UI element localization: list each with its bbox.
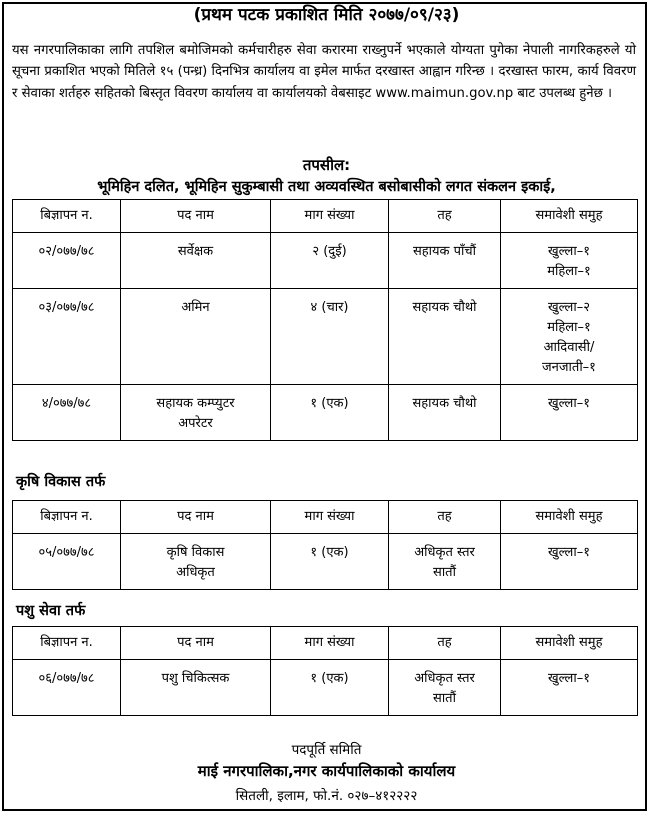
table-row <box>13 233 638 289</box>
level-cell-line: सातौं <box>433 691 456 706</box>
post-cell-line: कृषि विकास <box>166 545 225 560</box>
col-ad-no: बिज्ञापन न. <box>13 501 121 534</box>
vacancy-table-unit <box>12 199 638 441</box>
level-cell <box>389 385 501 441</box>
level-cell-line: सहायक पाँचौं <box>412 244 477 259</box>
ad-no-cell: ०५/०७७/७८ <box>13 534 121 590</box>
table-header-row <box>13 627 638 660</box>
post-cell-line: सहायक कम्प्युटर <box>156 396 235 411</box>
inclusive-cell-line: खुल्ला–१ <box>548 671 590 686</box>
col-post: पद नाम <box>121 501 271 534</box>
level-cell <box>389 233 501 289</box>
post-cell <box>121 233 271 289</box>
demand-cell: १ (एक) <box>271 534 389 590</box>
demand-cell: १ (एक) <box>271 385 389 441</box>
col-inclusive: समावेशी समुह <box>501 501 638 534</box>
level-cell-line: अधिकृत स्तर <box>414 545 475 560</box>
ad-no-cell: ०२/०७७/७८ <box>13 233 121 289</box>
inclusive-cell-line: खुल्ला–१ <box>548 244 590 259</box>
inclusive-cell-line: खुल्ला–१ <box>548 545 590 560</box>
level-cell-line: सहायक चौथो <box>412 300 477 315</box>
post-cell-line: अधिकृत <box>176 565 215 580</box>
level-cell-line: सहायक चौथो <box>412 396 477 411</box>
inclusive-cell-line: जनजाती–१ <box>542 360 596 375</box>
table-row <box>13 534 638 590</box>
inclusive-cell <box>501 534 638 590</box>
inclusive-cell <box>501 385 638 441</box>
table-row <box>13 289 638 385</box>
level-cell <box>389 534 501 590</box>
inclusive-cell-line: खुल्ला–१ <box>548 396 590 411</box>
demand-cell: ४ (चार) <box>271 289 389 385</box>
section-veterinary-title: पशु सेवा तर्फ <box>16 603 86 619</box>
inclusive-cell <box>501 660 638 716</box>
col-post: पद नाम <box>121 200 271 233</box>
col-level: तह <box>389 501 501 534</box>
col-inclusive: समावेशी समुह <box>501 627 638 660</box>
post-cell-line: अमिन <box>181 300 210 315</box>
col-ad-no: बिज्ञापन न. <box>13 627 121 660</box>
col-demand: माग संख्या <box>271 627 389 660</box>
level-cell-line: अधिकृत स्तर <box>414 671 475 686</box>
ad-no-cell: ०६/०७७/७८ <box>13 660 121 716</box>
table-header-row <box>13 501 638 534</box>
col-post: पद नाम <box>121 627 271 660</box>
inclusive-cell-line: महिला–१ <box>547 264 591 279</box>
post-cell-line: अपरेटर <box>178 416 213 431</box>
ad-no-cell: ०३/०७७/७८ <box>13 289 121 385</box>
col-level: तह <box>389 627 501 660</box>
level-cell-line: सातौं <box>433 565 456 580</box>
post-cell-line: पशु चिकित्सक <box>161 671 230 686</box>
publication-date-header: (प्रथम पटक प्रकाशित मिति २०७७/०९/२३) <box>193 5 460 25</box>
unit-title: भूमिहिन दलित, भूमिहिन सुकुम्बासी तथा अव्यवस्थित बसोबासीको लगत संकलन इकाई, <box>97 179 556 195</box>
level-cell <box>389 660 501 716</box>
demand-cell: २ (दुई) <box>271 233 389 289</box>
table-row <box>13 385 638 441</box>
intro-paragraph: यस नगरपालिकाका लागि तपशिल बमोजिमको कर्मचारीहरु सेवा करारमा राख्नुपर्ने भएकाले योग्यता पुगेका नेपाली नागरिकहरुले यो सूचना प्रकाशित भएको मितिले १५ (पन्ध्र) दिनभित्र कार्यालय वा इमेल मार्फत दरखास्त आह्वान गरिन्छ । दरखास्त फारम, कार्य विवरण र सेवाका शर्तहरु सहितको बिस्तृत विवरण कार्यालय वा कार्यालयको वेबसाइट www.maimun.gov.np बाट उपलब्ध हुनेछ । <box>12 43 636 101</box>
inclusive-cell <box>501 233 638 289</box>
footer-office: माई नगरपालिका,नगर कार्यपालिकाको कार्यालय <box>197 762 456 780</box>
post-cell <box>121 660 271 716</box>
post-cell-line: सर्वेक्षक <box>177 244 214 259</box>
section-agriculture-title: कृषि विकास तर्फ <box>16 474 106 490</box>
inclusive-cell-line: महिला–१ <box>547 320 591 335</box>
inclusive-cell <box>501 289 638 385</box>
footer-committee: पदपूर्ति समिति <box>291 742 362 758</box>
table-header-row <box>13 200 638 233</box>
vacancy-table-veterinary <box>12 626 638 716</box>
post-cell <box>121 385 271 441</box>
col-demand: माग संख्या <box>271 200 389 233</box>
footer-address: सितली, इलाम, फो.नं. ०२७–४१२२२२ <box>235 788 418 804</box>
col-demand: माग संख्या <box>271 501 389 534</box>
post-cell <box>121 534 271 590</box>
level-cell <box>389 289 501 385</box>
col-level: तह <box>389 200 501 233</box>
inclusive-cell-line: खुल्ला–२ <box>548 300 590 315</box>
inclusive-cell-line: आदिवासी/ <box>543 340 595 355</box>
ad-no-cell: ४/०७७/७८ <box>13 385 121 441</box>
vacancy-table-agriculture <box>12 500 638 590</box>
post-cell <box>121 289 271 385</box>
tapsil-label: तपसील: <box>302 156 351 174</box>
col-inclusive: समावेशी समुह <box>501 200 638 233</box>
demand-cell: १ (एक) <box>271 660 389 716</box>
col-ad-no: बिज्ञापन न. <box>13 200 121 233</box>
table-row <box>13 660 638 716</box>
